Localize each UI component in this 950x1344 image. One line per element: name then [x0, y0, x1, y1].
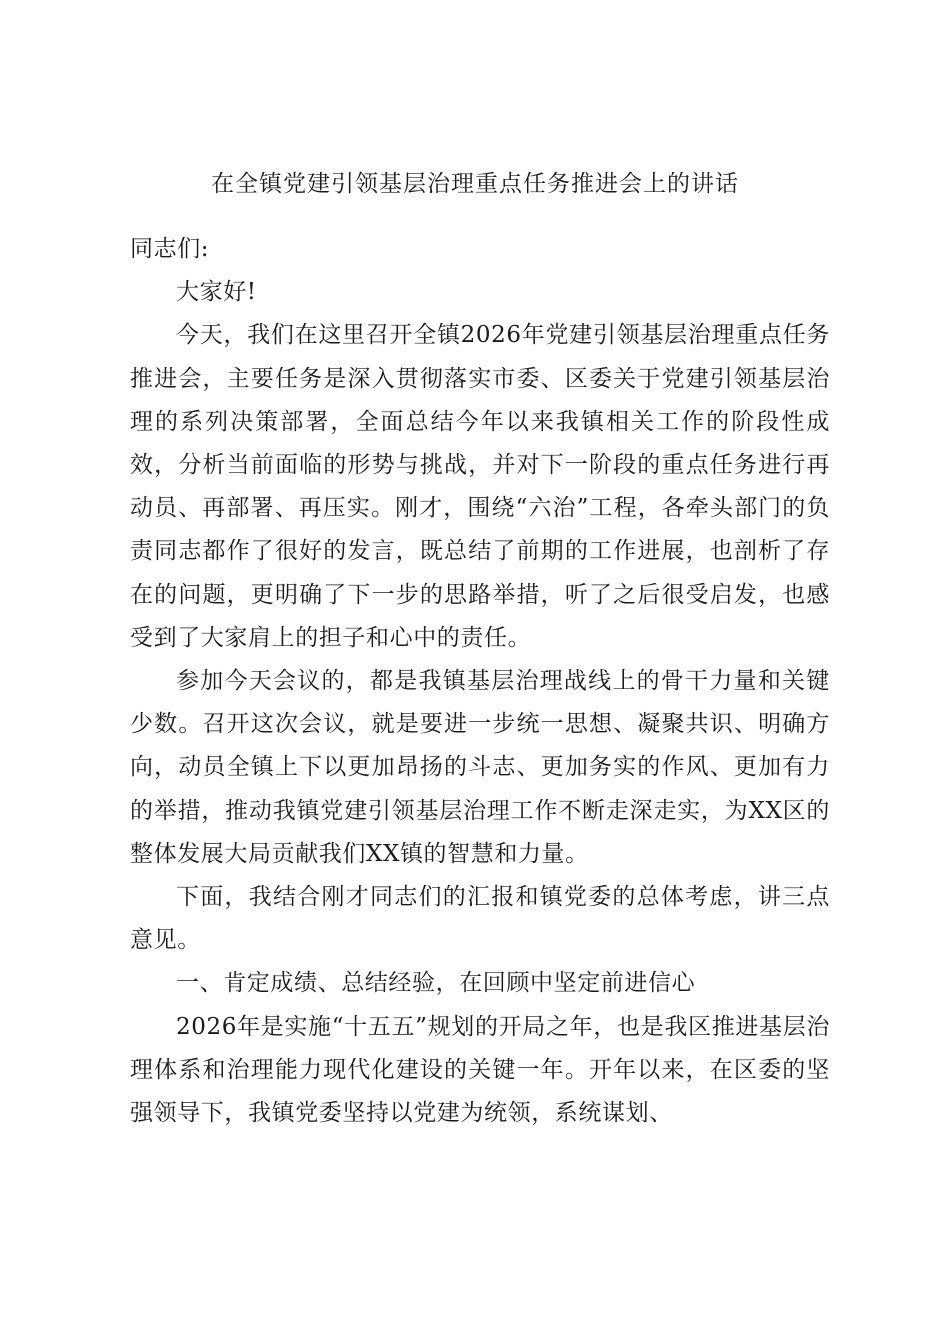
document-title: 在全镇党建引领基层治理重点任务推进会上的讲话	[211, 171, 739, 197]
salutation: 同志们:	[130, 236, 210, 262]
paragraph-outline: 下面，我结合刚才同志们的汇报和镇党委的总体考虑，讲三点意见。	[130, 884, 830, 954]
paragraph-section-1: 2026年是实施“十五五”规划的开局之年，也是我区推进基层治理体系和治理能力现代化建设的关键一年。开年以来，在区委的坚强领导下，我镇党委坚持以党建为统领，系统谋划、	[130, 1013, 830, 1127]
section-heading-1: 一、肯定成绩、总结经验，在回顾中坚定前进信心	[176, 970, 696, 997]
document-body	[130, 228, 830, 1135]
greeting: 大家好!	[176, 279, 257, 306]
paragraph-opening: 今天，我们在这里召开全镇2026年党建引领基层治理重点任务推进会，主要任务是深入贯彻落实市委、区委关于党建引领基层治理的系列决策部署，全面总结今年以来我镇相关工作的阶段性成效，分析当前面临的形势与挑战，并对下一阶段的重点任务进行再动员、再部署、再压实。刚才，围绕“六治”工程，各牵头部门的负责同志都作了很好的发言，既总结了前期的工作进展，也剖析了存在的问题，更明确了下一步的思路举措，听了之后很受启发，也感受到了大家肩上的担子和心中的责任。	[130, 322, 830, 651]
paragraph-purpose: 参加今天会议的，都是我镇基层治理战线上的骨干力量和关键少数。召开这次会议，就是要进一步统一思想、凝聚共识、明确方向，动员全镇上下以更加昂扬的斗志、更加务实的作风、更加有力的举措，推动我镇党建引领基层治理工作不断走深走实，为XX区的整体发展大局贡献我们XX镇的智慧和力量。	[130, 668, 830, 867]
